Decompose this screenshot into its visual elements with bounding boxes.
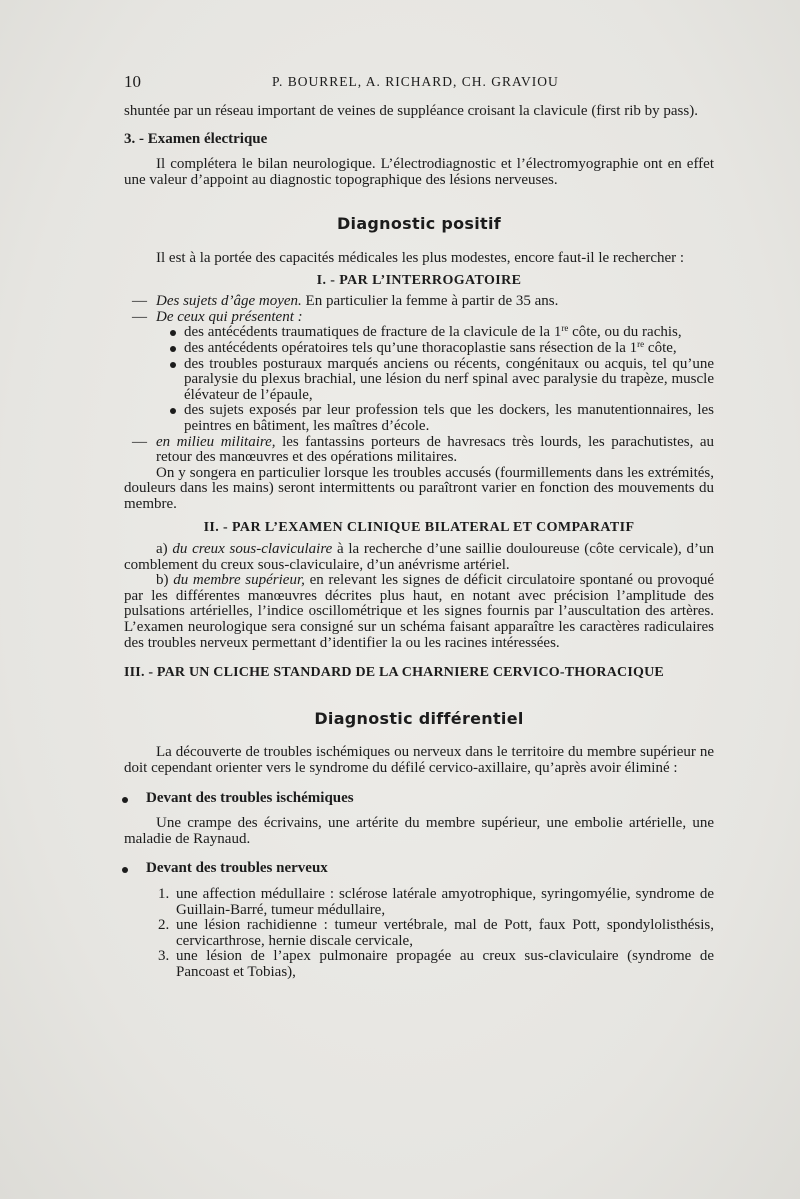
intro-paragraph: shuntée par un réseau important de veines de suppléance croisant la clavicule (first rib by pass). (124, 103, 698, 119)
section-2-heading: II. - PAR L’EXAMEN CLINIQUE BILATERAL ET COMPARATIF (203, 520, 635, 536)
dash-item-militaire-text: les fantassins porteurs de havresacs très lourds, les parachutistes, au retour des manœuvres et des opérations militaires. (156, 433, 714, 466)
diagnostic-differentiel-intro: La découverte de troubles ischémiques ou nerveux dans le territoire du membre supérieur ne doit cependant orienter vers le syndrome du défilé cervico-axillaire, qu’après avoir éliminé : (124, 744, 714, 776)
list-item: 2. une lésion rachidienne : tumeur vertébrale, mal de Pott, faux Pott, spondylolisthésis, cervicarthrose, hernie discale cervicale, (158, 917, 714, 949)
section-1-closing: On y songera en particulier lorsque les troubles accusés (fourmillements dans les extrémités, douleurs dans les mains) seront intermittents ou paraîtront varier en fonction des mouvements du membre. (124, 464, 714, 512)
dash-item-age-em: Des sujets d’âge moyen. (156, 293, 302, 310)
running-title: P. BOURREL, A. RICHARD, CH. GRAVIOU (272, 74, 559, 89)
bullet-icon (122, 797, 128, 803)
nerveux-list (124, 887, 714, 981)
list-item: des antécédents opératoires tels qu’une thoracoplastie sans résection de la 1re côte, (184, 341, 714, 357)
dash-item-presentent (124, 310, 714, 326)
page-body (124, 104, 714, 981)
em-dash: — (132, 293, 147, 310)
em-dash: — (132, 433, 147, 450)
em-dash: — (132, 308, 147, 325)
section-1-heading: I. - PAR L’INTERROGATOIRE (316, 272, 522, 288)
dash-item-militaire (124, 435, 714, 466)
list-item: 3. une lésion de l’apex pulmonaire propagée au creux sus-claviculaire (syndrome de Pancoast et Tobias), (158, 948, 714, 980)
section-2-b: b) du membre supérieur, en relevant les signes de déficit circulatoire spontané ou provoqué par les différentes manœuvres décrites plus haut, en notant avec précision l’amplitude des pulsations artérielles, l’indice oscillométrique et les signes fournis par l’auscultation des artères. L’examen neurologique sera consigné sur un schéma faisant apparaître les caractères radiculaires des troubles nerveux permettant d’identifier la ou les racines intéressées. (124, 572, 715, 651)
ischemic-heading: Devant des troubles ischémiques (120, 791, 714, 807)
exam-paragraph: Il complétera le bilan neurologique. L’électrodiagnostic et l’électromyographie ont en effet une valeur d’appoint au diagnostic topographique des lésions nerveuses. (124, 156, 714, 188)
bullet-icon (170, 408, 176, 414)
bullet-icon (170, 330, 176, 336)
dash-item-presentent-em: De ceux qui présentent : (156, 308, 303, 325)
exam-heading: 3. - Examen électrique (124, 130, 268, 147)
page-header (124, 72, 714, 92)
ischemic-paragraph: Une crampe des écrivains, une artérite du membre supérieur, une embolie artérielle, une maladie de Raynaud. (124, 815, 714, 847)
bullet-icon (122, 867, 128, 873)
section-3-heading: III. - PAR UN CLICHE STANDARD DE LA CHARNIERE CERVICO-THORACIQUE (124, 665, 664, 681)
nerveux-heading: Devant des troubles nerveux (120, 861, 714, 877)
list-item: des antécédents traumatiques de fracture de la clavicule de la 1re côte, ou du rachis, (184, 325, 714, 341)
antecedents-list (124, 325, 714, 434)
diagnostic-differentiel-heading: Diagnostic différentiel (314, 708, 524, 728)
dash-item-militaire-em: en milieu militaire, (156, 433, 276, 450)
bullet-icon (170, 346, 176, 352)
list-item: des troubles posturaux marqués anciens ou récents, congénitaux ou acquis, tel qu’une paralysie du plexus brachial, une lésion du nerf spinal avec paralysie du trapèze, muscle élévateur de l’épaule, (184, 357, 714, 404)
section-2-a: a) du creux sous-claviculaire à la recherche d’une saillie douloureuse (côte cervicale), d’un comblement du creux sous-claviculaire, d’un anévrisme artériel. (124, 541, 714, 573)
list-item: 1. une affection médullaire : sclérose latérale amyotrophique, syringomyélie, syndrome de Guillain-Barré, tumeur médullaire, (158, 885, 714, 918)
page-number: 10 (124, 72, 141, 91)
diagnostic-positif-heading: Diagnostic positif (336, 214, 502, 234)
bullet-icon (170, 362, 176, 368)
list-item: des sujets exposés par leur profession tels que les dockers, les manutentionnaires, les peintres en bâtiment, les maîtres d’école. (184, 403, 714, 434)
dash-item-age (124, 294, 714, 310)
dash-item-age-text: En particulier la femme à partir de 35 ans. (301, 293, 559, 310)
diagnostic-positif-intro: Il est à la portée des capacités médicales les plus modestes, encore faut-il le rechercher : (156, 249, 685, 266)
